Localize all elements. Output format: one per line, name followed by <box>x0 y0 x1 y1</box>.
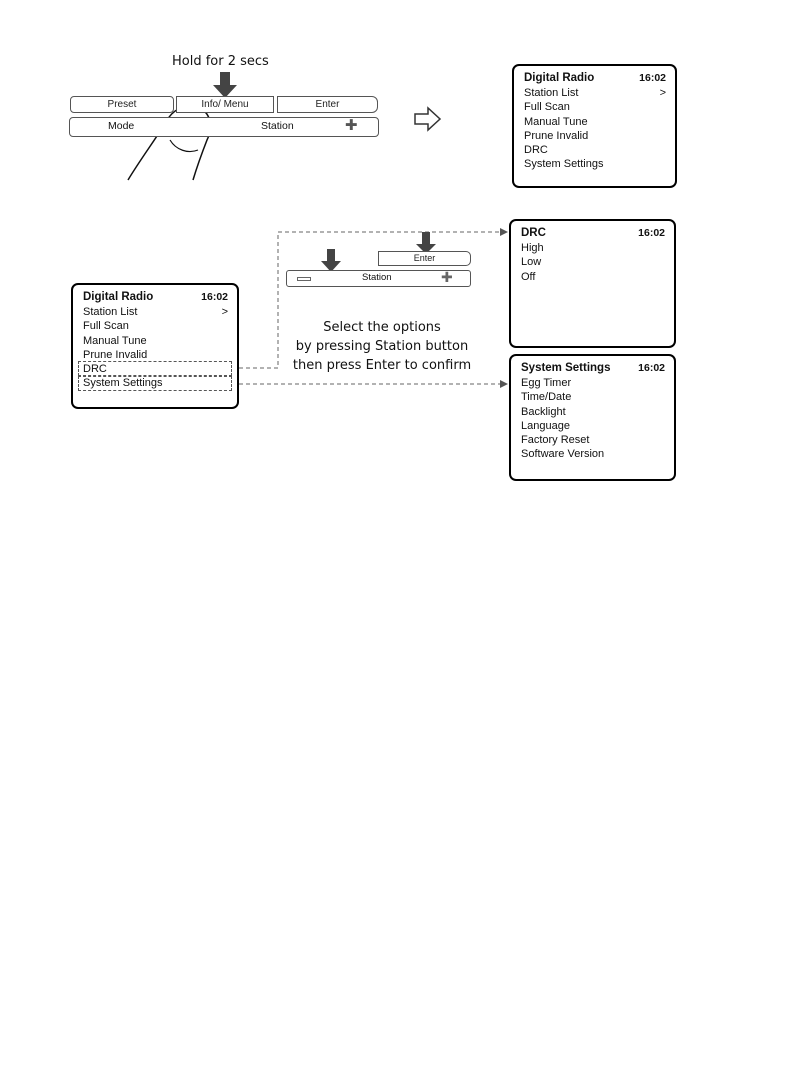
system-settings-highlight-box <box>78 376 232 391</box>
menu-item-drc[interactable]: DRC <box>83 363 107 376</box>
menu-item-station-list[interactable]: Station List <box>524 87 579 99</box>
screen-time: 16:02 <box>638 362 665 374</box>
screen-title: DRC <box>521 227 546 239</box>
plus-icon-small[interactable]: ✚ <box>441 269 453 285</box>
drc-option-low[interactable]: Low <box>521 256 542 269</box>
screen-drc <box>509 219 676 348</box>
enter-button[interactable]: Enter <box>277 96 378 113</box>
drc-option-high[interactable]: High <box>521 242 544 254</box>
screen-title: Digital Radio <box>83 291 154 303</box>
settings-item-factory-reset[interactable]: Factory Reset <box>521 434 590 447</box>
screen-time: 16:02 <box>201 291 228 303</box>
screen-time: 16:02 <box>638 227 665 239</box>
system-connector-head <box>500 380 508 388</box>
screen-system-settings <box>509 354 676 481</box>
station-press-arrow-shaft <box>327 249 335 262</box>
menu-item-station-list[interactable]: Station List <box>83 306 138 318</box>
submenu-indicator: > <box>659 87 666 99</box>
settings-item-backlight[interactable]: Backlight <box>521 405 566 418</box>
instruction-line-1: Select the options <box>323 320 441 335</box>
station-button[interactable]: Station <box>261 120 294 132</box>
settings-item-language[interactable]: Language <box>521 419 570 432</box>
menu-item-full-scan[interactable]: Full Scan <box>524 101 570 114</box>
menu-item-prune-invalid[interactable]: Prune Invalid <box>524 129 589 142</box>
drc-option-off[interactable]: Off <box>521 270 536 283</box>
instruction-text <box>280 318 484 375</box>
screen-main-menu <box>512 64 677 188</box>
mode-button[interactable]: Mode <box>108 120 135 132</box>
screen-time: 16:02 <box>639 72 666 84</box>
station-button-small[interactable]: Station <box>362 272 392 283</box>
instruction-line-3: then press Enter to confirm <box>292 358 472 373</box>
settings-item-egg-timer[interactable]: Egg Timer <box>521 377 572 389</box>
menu-item-prune-invalid[interactable]: Prune Invalid <box>83 348 148 361</box>
menu-item-manual-tune[interactable]: Manual Tune <box>83 334 147 347</box>
settings-item-software-version[interactable]: Software Version <box>521 448 605 461</box>
plus-icon[interactable]: ✚ <box>345 117 358 134</box>
preset-button[interactable]: Preset <box>70 96 174 113</box>
enter-button-small[interactable]: Enter <box>378 251 471 266</box>
instruction-line-2: by pressing Station button <box>295 339 469 354</box>
screen-title: Digital Radio <box>524 72 595 84</box>
drc-highlight-box <box>78 361 232 376</box>
submenu-indicator: > <box>221 306 228 318</box>
menu-item-manual-tune[interactable]: Manual Tune <box>524 115 588 128</box>
minus-icon[interactable] <box>297 277 311 281</box>
hold-instruction: Hold for 2 secs <box>172 54 269 69</box>
settings-item-time-date[interactable]: Time/Date <box>521 391 572 404</box>
screen-title: System Settings <box>521 362 611 374</box>
menu-item-system-settings[interactable]: System Settings <box>83 377 163 390</box>
info-menu-button[interactable]: Info/ Menu <box>176 96 274 113</box>
drc-connector-head <box>500 228 508 236</box>
menu-item-system-settings[interactable]: System Settings <box>524 158 604 171</box>
next-step-arrow <box>415 108 440 130</box>
enter-press-arrow-shaft <box>422 232 430 245</box>
hold-arrow-shaft <box>220 72 230 86</box>
menu-item-full-scan[interactable]: Full Scan <box>83 320 129 333</box>
menu-item-drc[interactable]: DRC <box>524 144 548 157</box>
